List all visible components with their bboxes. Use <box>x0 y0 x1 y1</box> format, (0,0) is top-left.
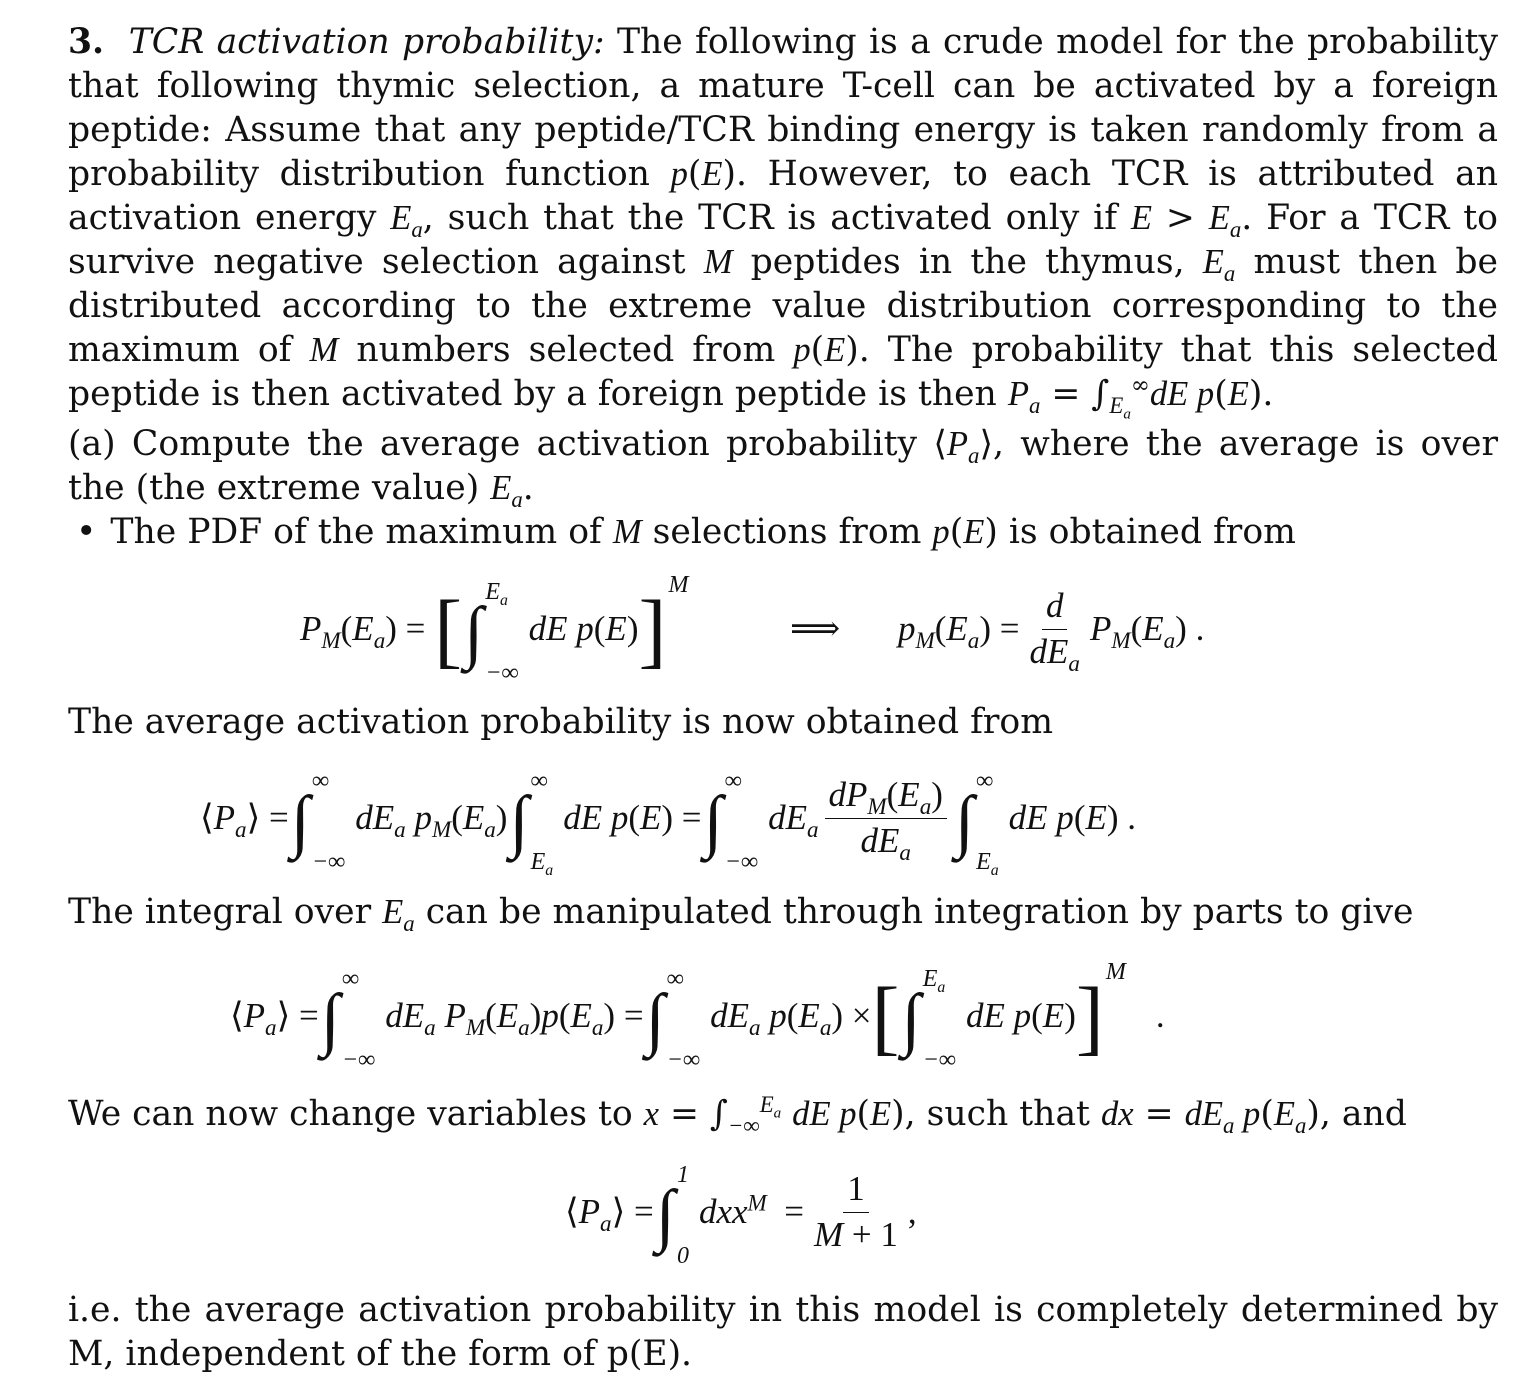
problem-number: 3. <box>68 22 105 62</box>
equation-final-result: ⟨ $P_a$ ⟩ = ∫ 1 0 dxx$^M$ = $\frac{1}{M + 1}$ , <box>565 1162 917 1269</box>
equation-average-activation: ⟨ $P_a$ ⟩ = ∫ ∞ −∞ $dE_a$ $p_M$ ( $E_a$ ) ∫ ∞ $E_a$ dE p ( E ) = ∫ ∞ −∞ $dE_a$ $\frac{dP_M(E_a)}{dE_a}$ ∫ ∞ $E_a$ dE p ( E ) . <box>200 768 1137 879</box>
equation-cdf-maximum: $P_M$ ( $E_a$ ) = [ ∫ $E_a$ −∞ dE p ( E ) ] M ⟹ $p_M$ ( $E_a$ ) = $\frac{d}{dE_a}$ $P_M$ ( $E_a$ ) . <box>300 571 1205 686</box>
paper-page <box>68 20 1498 1376</box>
problem-statement: 3. TCR activation probability: The following is a crude model for the probability that following thymic selection, a mature T-cell can be activated by a foreign peptide: Assume that any peptide/TCR binding energy is taken randomly from a probability distribution function p(E). However, to each TCR is attributed an activation energy $E_a$, such that the TCR is activated only if $E > E_a$. For a TCR to survive negative selection against M peptides in the thymus, $E_a$ must then be distributed according to the extreme value distribution corresponding to the maximum of M numbers selected from p(E). The probability that this selected peptide is then activated by a foreign peptide is then $P_a = \int_{E_a}^\infty dE$ p(E). <box>68 22 1498 423</box>
solution-line-integration-by-parts: The integral over $E_a$ can be manipulated through integration by parts to give <box>68 892 1414 936</box>
solution-line-change-variables: We can now change variables to $x = \int_{-\infty}^{E_a}$ dE p(E), such that dx = $dE_a$ $p(E_a)$, and <box>68 1092 1407 1138</box>
conclusion: i.e. the average activation probability in this model is completely determined by M, independent of the form of p(E). <box>68 1290 1498 1374</box>
equation-by-parts: ⟨ $P_a$ ⟩ = ∫ ∞ −∞ $dE_a$ $P_M$ ( $E_a$ ) p ( $E_a$ ) = ∫ ∞ −∞ $dE_a$ p ( $E_a$ ) × [ ∫ $E_a$ −∞ dE p ( E ) ] M . <box>230 958 1165 1073</box>
problem-title: TCR activation probability: <box>128 22 605 62</box>
part-a-question: (a) Compute the average activation probability $⟨P_a⟩$, where the average is over the (the extreme value) $E_a$. <box>68 424 1498 512</box>
solution-line-average: The average activation probability is now obtained from <box>68 702 1054 742</box>
solution-bullet: • The PDF of the maximum of M selections from p(E) is obtained from <box>76 512 1296 552</box>
